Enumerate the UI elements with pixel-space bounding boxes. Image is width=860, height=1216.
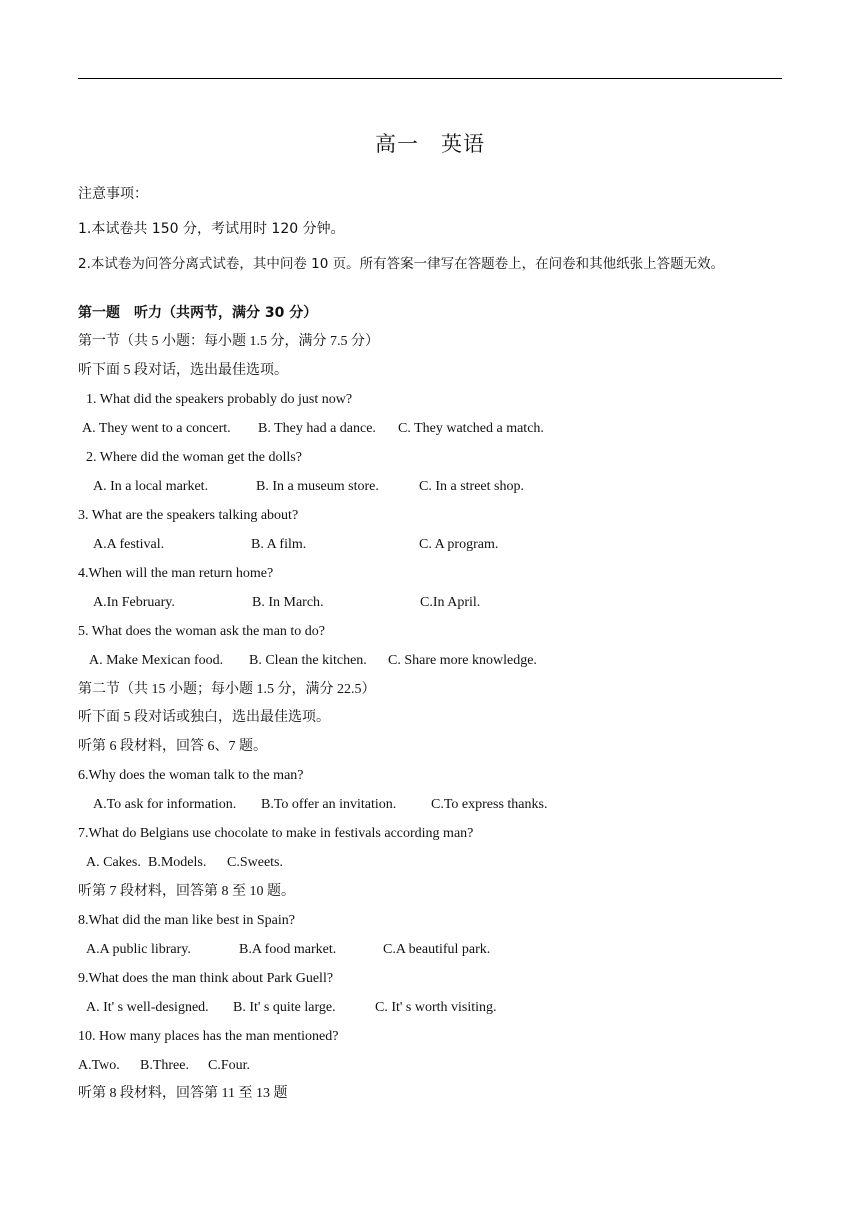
question-8-option-c: C.A beautiful park. (383, 942, 491, 957)
question-3-option-a: A.A festival. (93, 537, 165, 552)
question-9-option-b: B. It' s quite large. (233, 1000, 336, 1015)
question-6-option-a: A.To ask for information. (93, 797, 237, 812)
question-4-option-b: B. In March. (252, 595, 324, 610)
question-4: 4.When will the man return home? (78, 566, 274, 581)
question-7: 7.What do Belgians use chocolate to make in festivals according man? (78, 826, 474, 841)
question-10-option-c: C.Four. (208, 1058, 251, 1073)
question-7-option-b: B.Models. (148, 855, 207, 870)
question-4-option-a: A.In February. (93, 595, 175, 610)
question-1: 1. What did the speakers probably do just now? (86, 392, 353, 407)
question-7-option-c: C.Sweets. (227, 855, 283, 870)
section1-instruction: 听下面 5 段对话，选出最佳选项。 (78, 363, 288, 378)
section1-heading: 第一节（共 5 小题：每小题 1.5 分，满分 7.5 分） (78, 334, 379, 349)
question-6-option-b: B.To offer an invitation. (261, 797, 397, 812)
question-3: 3. What are the speakers talking about? (78, 508, 299, 523)
question-10-option-a: A.Two. (78, 1058, 120, 1073)
header-rule (78, 78, 782, 79)
question-2: 2. Where did the woman get the dolls? (86, 450, 302, 465)
question-6-option-c: C.To express thanks. (431, 797, 548, 812)
material-6-instruction: 听第 6 段材料，回答 6、7 题。 (78, 739, 267, 754)
question-5-option-c: C. Share more knowledge. (388, 653, 537, 668)
notice-heading: 注意事项： (78, 186, 148, 202)
question-9: 9.What does the man think about Park Guell? (78, 971, 334, 986)
question-4-option-c: C.In April. (420, 595, 481, 610)
question-10-option-b: B.Three. (140, 1058, 189, 1073)
material-7-instruction: 听第 7 段材料，回答第 8 至 10 题。 (78, 884, 295, 899)
notice-item-2: 2.本试卷为问答分离式试卷，其中问卷 10 页。所有答案一律写在答题卷上，在问卷和其他纸张上答题无效。 (78, 256, 725, 272)
question-1-option-c: C. They watched a match. (398, 421, 544, 436)
question-8-option-b: B.A food market. (239, 942, 337, 957)
question-5-option-a: A. Make Mexican food. (89, 653, 224, 668)
question-10: 10. How many places has the man mentioned? (78, 1029, 339, 1044)
notice-item-1: 1.本试卷共 150 分，考试用时 120 分钟。 (78, 221, 345, 237)
question-9-option-a: A. It' s well-designed. (86, 1000, 209, 1015)
question-1-option-b: B. They had a dance. (258, 421, 376, 436)
question-5: 5. What does the woman ask the man to do? (78, 624, 326, 639)
material-8-instruction: 听第 8 段材料，回答第 11 至 13 题 (78, 1086, 288, 1101)
section2-instruction: 听下面 5 段对话或独白，选出最佳选项。 (78, 710, 330, 725)
part1-heading: 第一题 听力（共两节，满分 30 分） (78, 305, 318, 321)
page-title: 高一 英语 (375, 132, 485, 156)
question-2-option-a: A. In a local market. (93, 479, 209, 494)
question-2-option-b: B. In a museum store. (256, 479, 379, 494)
question-5-option-b: B. Clean the kitchen. (249, 653, 367, 668)
question-9-option-c: C. It' s worth visiting. (375, 1000, 497, 1015)
question-3-option-c: C. A program. (419, 537, 499, 552)
question-1-option-a: A. They went to a concert. (82, 421, 231, 436)
question-7-option-a: A. Cakes. (86, 855, 141, 870)
question-3-option-b: B. A film. (251, 537, 307, 552)
section2-heading: 第二节（共 15 小题；每小题 1.5 分，满分 22.5） (78, 682, 376, 697)
question-6: 6.Why does the woman talk to the man? (78, 768, 304, 783)
question-2-option-c: C. In a street shop. (419, 479, 524, 494)
question-8-option-a: A.A public library. (86, 942, 191, 957)
question-8: 8.What did the man like best in Spain? (78, 913, 295, 928)
